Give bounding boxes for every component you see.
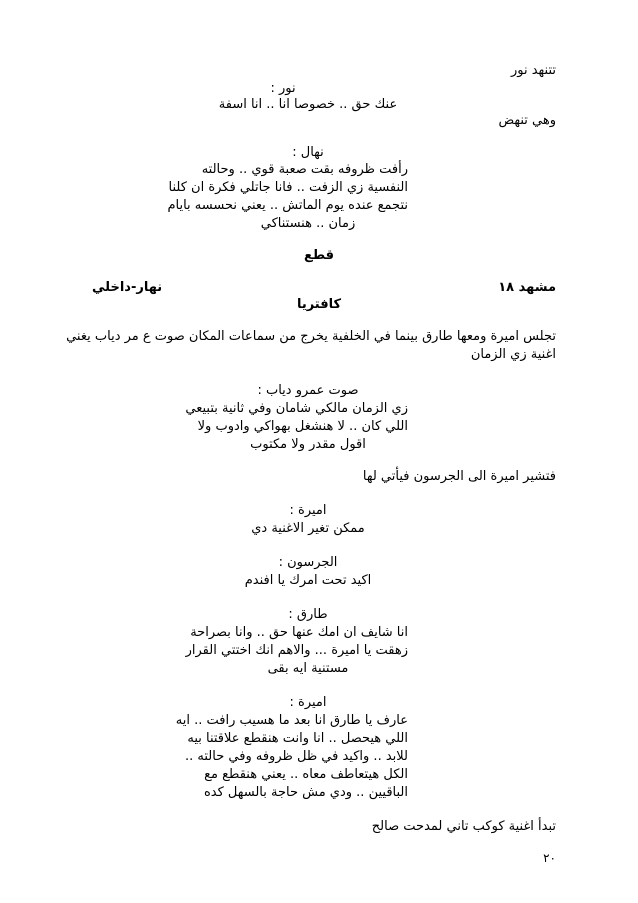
dialogue-line: نتجمع عنده يوم الماتش .. يعني نحسسه بايام bbox=[167, 198, 408, 213]
character-name: طارق : bbox=[288, 607, 328, 622]
character-name: صوت عمرو دياب : bbox=[257, 383, 359, 398]
dialogue-line: زمان .. هنستناكي bbox=[260, 216, 356, 231]
dialogue-line: اللي هيحصل .. انا وانت هنقطع علاقتنا بيه bbox=[187, 731, 408, 746]
lyric-line: زي الزمان مالكي شامان وفي ثانية بتبيعي bbox=[185, 401, 408, 416]
action-line: فتشير اميرة الى الجرسون فيأتي لها bbox=[362, 469, 556, 484]
action-line: اغنية زي الزمان bbox=[470, 347, 556, 362]
action-line: وهي تنهض bbox=[498, 113, 556, 128]
character-name: الجرسون : bbox=[278, 555, 338, 570]
dialogue-line: انا شايف ان امك عنها حق .. وانا بصراحة bbox=[190, 625, 408, 640]
character-name: نهال : bbox=[292, 145, 324, 160]
dialogue-line: ممكن تغير الاغنية دي bbox=[251, 521, 365, 536]
dialogue-line: النفسية زي الزفت .. فانا جاتلي فكرة ان كلنا bbox=[168, 180, 408, 195]
action-line: تبدأ اغنية كوكب تاني لمدحت صالح bbox=[371, 819, 556, 834]
character-name: نور : bbox=[270, 81, 296, 96]
scene-location: كافتريا bbox=[296, 297, 342, 312]
scene-time: نهار-داخلي bbox=[92, 280, 163, 295]
character-name: اميرة : bbox=[289, 503, 327, 518]
dialogue-line: زهقت يا اميرة ... والاهم انك اختتي القرار bbox=[185, 643, 408, 658]
dialogue-line: الكل هيتعاطف معاه .. يعني هنقطع مع bbox=[204, 767, 408, 782]
action-line: تجلس اميرة ومعها طارق بينما في الخلفية يخرج من سماعات المكان صوت ع مر دياب يغني bbox=[66, 329, 556, 344]
dialogue-line: عنك حق .. خصوصا انا .. انا اسفة bbox=[218, 97, 398, 112]
transition-cut: قطع bbox=[303, 248, 335, 263]
page-number: ٢٠ bbox=[543, 851, 556, 865]
dialogue-line: الباقيين .. ودي مش حاجة بالسهل كده bbox=[203, 785, 408, 800]
dialogue-line: مستنية ايه بقى bbox=[267, 661, 349, 676]
lyric-line: اقول مقدر ولا مكتوب bbox=[250, 437, 366, 452]
dialogue-line: اكيد تحت امرك يا افندم bbox=[244, 573, 372, 588]
lyric-line: اللي كان .. لا هنشغل بهواكي وادوب ولا bbox=[197, 419, 408, 434]
dialogue-line: عارف يا طارق انا بعد ما هسيب رافت .. ايه bbox=[175, 713, 408, 728]
scene-number: مشهد ١٨ bbox=[498, 280, 556, 295]
dialogue-line: رأفت ظروفه بقت صعبة قوي .. وحالته bbox=[201, 162, 408, 177]
character-name: اميرة : bbox=[289, 695, 327, 710]
action-line: تتنهد نور bbox=[510, 63, 556, 78]
dialogue-line: للابد .. واكيد في ظل ظروفه وفي حالته .. bbox=[185, 749, 408, 764]
